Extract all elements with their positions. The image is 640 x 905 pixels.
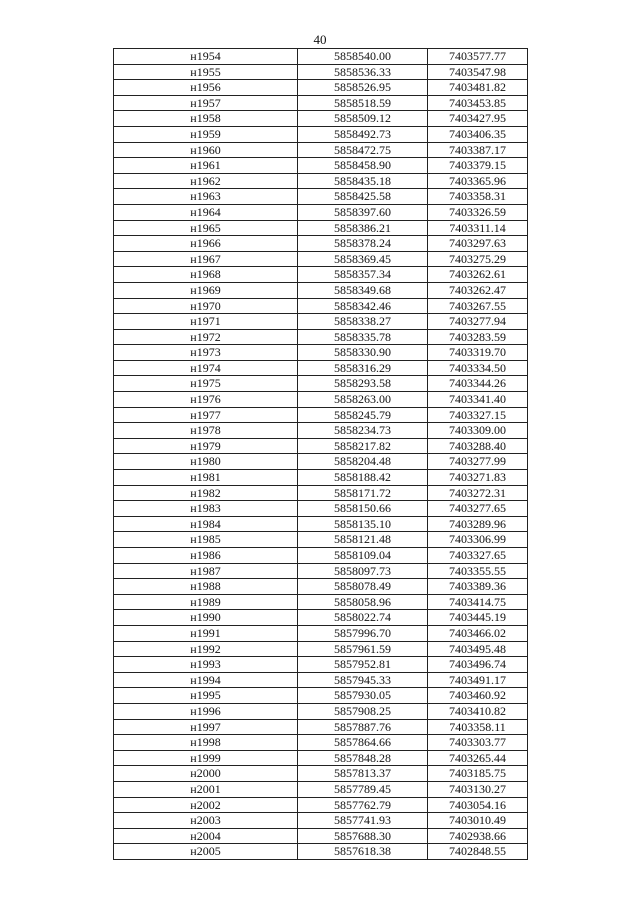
point-id-cell: н1959: [114, 126, 298, 142]
table-row: [114, 485, 528, 501]
point-id-cell: н1964: [114, 204, 298, 220]
table-row: [114, 828, 528, 844]
x-coordinate-cell: 5858293.58: [298, 376, 428, 392]
page-number: 40: [313, 32, 327, 47]
y-coordinate-cell: 7403334.50: [428, 360, 528, 376]
table-row: [114, 220, 528, 236]
y-coordinate-cell: 7403577.77: [428, 49, 528, 65]
point-id-cell: н1957: [114, 95, 298, 111]
point-id-cell: н2004: [114, 828, 298, 844]
x-coordinate-cell: 5858188.42: [298, 470, 428, 486]
table-row: [114, 64, 528, 80]
x-coordinate-cell: 5857762.79: [298, 797, 428, 813]
table-row: [114, 189, 528, 205]
x-coordinate-cell: 5858509.12: [298, 111, 428, 127]
table-row: [114, 579, 528, 595]
table-row: [114, 625, 528, 641]
x-coordinate-cell: 5858234.73: [298, 423, 428, 439]
x-coordinate-cell: 5858397.60: [298, 204, 428, 220]
point-id-cell: н1976: [114, 392, 298, 408]
point-id-cell: н1985: [114, 532, 298, 548]
y-coordinate-cell: 7403262.61: [428, 267, 528, 283]
table-row: [114, 126, 528, 142]
point-id-cell: н1968: [114, 267, 298, 283]
point-id-cell: н1995: [114, 688, 298, 704]
table-row: [114, 672, 528, 688]
point-id-cell: н1971: [114, 314, 298, 330]
coordinates-table-body: [114, 49, 528, 860]
x-coordinate-cell: 5858109.04: [298, 548, 428, 564]
x-coordinate-cell: 5858357.34: [298, 267, 428, 283]
y-coordinate-cell: 7403275.29: [428, 251, 528, 267]
y-coordinate-cell: 7403453.85: [428, 95, 528, 111]
x-coordinate-cell: 5857848.28: [298, 750, 428, 766]
point-id-cell: н1979: [114, 438, 298, 454]
x-coordinate-cell: 5858536.33: [298, 64, 428, 80]
y-coordinate-cell: 7403387.17: [428, 142, 528, 158]
x-coordinate-cell: 5858342.46: [298, 298, 428, 314]
table-row: [114, 610, 528, 626]
table-row: [114, 641, 528, 657]
x-coordinate-cell: 5858349.68: [298, 282, 428, 298]
table-row: [114, 688, 528, 704]
point-id-cell: н1961: [114, 158, 298, 174]
table-row: [114, 844, 528, 860]
y-coordinate-cell: 7403427.95: [428, 111, 528, 127]
y-coordinate-cell: 7403262.47: [428, 282, 528, 298]
y-coordinate-cell: 7403185.75: [428, 766, 528, 782]
x-coordinate-cell: 5858217.82: [298, 438, 428, 454]
point-id-cell: н1958: [114, 111, 298, 127]
point-id-cell: н1975: [114, 376, 298, 392]
point-id-cell: н2000: [114, 766, 298, 782]
x-coordinate-cell: 5858425.58: [298, 189, 428, 205]
x-coordinate-cell: 5857887.76: [298, 719, 428, 735]
x-coordinate-cell: 5858263.00: [298, 392, 428, 408]
table-row: [114, 392, 528, 408]
point-id-cell: н1984: [114, 516, 298, 532]
table-row: [114, 516, 528, 532]
y-coordinate-cell: 7403466.02: [428, 625, 528, 641]
x-coordinate-cell: 5858097.73: [298, 563, 428, 579]
y-coordinate-cell: 7403355.55: [428, 563, 528, 579]
table-row: [114, 173, 528, 189]
point-id-cell: н1989: [114, 594, 298, 610]
table-row: [114, 49, 528, 65]
point-id-cell: н1982: [114, 485, 298, 501]
y-coordinate-cell: 7403283.59: [428, 329, 528, 345]
point-id-cell: н1980: [114, 454, 298, 470]
point-id-cell: н1990: [114, 610, 298, 626]
table-row: [114, 548, 528, 564]
x-coordinate-cell: 5858058.96: [298, 594, 428, 610]
point-id-cell: н2003: [114, 813, 298, 829]
y-coordinate-cell: 7403496.74: [428, 657, 528, 673]
coordinates-table: [113, 48, 528, 860]
table-row: [114, 95, 528, 111]
table-row: [114, 111, 528, 127]
y-coordinate-cell: 7403277.65: [428, 501, 528, 517]
y-coordinate-cell: 7403306.99: [428, 532, 528, 548]
table-row: [114, 797, 528, 813]
x-coordinate-cell: 5858245.79: [298, 407, 428, 423]
x-coordinate-cell: 5857952.81: [298, 657, 428, 673]
table-row: [114, 345, 528, 361]
y-coordinate-cell: 7403389.36: [428, 579, 528, 595]
point-id-cell: н1956: [114, 80, 298, 96]
table-row: [114, 282, 528, 298]
x-coordinate-cell: 5858150.66: [298, 501, 428, 517]
y-coordinate-cell: 7403414.75: [428, 594, 528, 610]
table-row: [114, 142, 528, 158]
table-row: [114, 376, 528, 392]
y-coordinate-cell: 7403277.99: [428, 454, 528, 470]
point-id-cell: н1981: [114, 470, 298, 486]
x-coordinate-cell: 5858492.73: [298, 126, 428, 142]
point-id-cell: н1966: [114, 236, 298, 252]
y-coordinate-cell: 7403327.15: [428, 407, 528, 423]
table-row: [114, 423, 528, 439]
table-row: [114, 563, 528, 579]
x-coordinate-cell: 5857930.05: [298, 688, 428, 704]
table-row: [114, 501, 528, 517]
y-coordinate-cell: 7403358.31: [428, 189, 528, 205]
y-coordinate-cell: 7403495.48: [428, 641, 528, 657]
y-coordinate-cell: 7403491.17: [428, 672, 528, 688]
point-id-cell: н1967: [114, 251, 298, 267]
table-row: [114, 750, 528, 766]
x-coordinate-cell: 5858316.29: [298, 360, 428, 376]
x-coordinate-cell: 5858369.45: [298, 251, 428, 267]
point-id-cell: н1955: [114, 64, 298, 80]
table-row: [114, 438, 528, 454]
y-coordinate-cell: 7403326.59: [428, 204, 528, 220]
y-coordinate-cell: 7403341.40: [428, 392, 528, 408]
x-coordinate-cell: 5858458.90: [298, 158, 428, 174]
x-coordinate-cell: 5857813.37: [298, 766, 428, 782]
point-id-cell: н1988: [114, 579, 298, 595]
table-row: [114, 719, 528, 735]
table-row: [114, 329, 528, 345]
table-row: [114, 594, 528, 610]
x-coordinate-cell: 5858171.72: [298, 485, 428, 501]
x-coordinate-cell: 5858386.21: [298, 220, 428, 236]
y-coordinate-cell: 7403297.63: [428, 236, 528, 252]
point-id-cell: н1987: [114, 563, 298, 579]
table-row: [114, 766, 528, 782]
x-coordinate-cell: 5858335.78: [298, 329, 428, 345]
x-coordinate-cell: 5857945.33: [298, 672, 428, 688]
point-id-cell: н1977: [114, 407, 298, 423]
y-coordinate-cell: 7403445.19: [428, 610, 528, 626]
point-id-cell: н1963: [114, 189, 298, 205]
table-row: [114, 454, 528, 470]
point-id-cell: н1972: [114, 329, 298, 345]
table-row: [114, 781, 528, 797]
point-id-cell: н1986: [114, 548, 298, 564]
table-row: [114, 204, 528, 220]
point-id-cell: н2002: [114, 797, 298, 813]
table-row: [114, 470, 528, 486]
x-coordinate-cell: 5857908.25: [298, 703, 428, 719]
point-id-cell: н1965: [114, 220, 298, 236]
point-id-cell: н2001: [114, 781, 298, 797]
y-coordinate-cell: 7403319.70: [428, 345, 528, 361]
y-coordinate-cell: 7403311.14: [428, 220, 528, 236]
x-coordinate-cell: 5858121.48: [298, 532, 428, 548]
y-coordinate-cell: 7403265.44: [428, 750, 528, 766]
point-id-cell: н1970: [114, 298, 298, 314]
point-id-cell: н1993: [114, 657, 298, 673]
y-coordinate-cell: 7403271.83: [428, 470, 528, 486]
point-id-cell: н1998: [114, 735, 298, 751]
y-coordinate-cell: 7403406.35: [428, 126, 528, 142]
y-coordinate-cell: 7403267.55: [428, 298, 528, 314]
point-id-cell: н1974: [114, 360, 298, 376]
table-row: [114, 236, 528, 252]
x-coordinate-cell: 5857688.30: [298, 828, 428, 844]
table-row: [114, 80, 528, 96]
table-row: [114, 703, 528, 719]
table-row: [114, 360, 528, 376]
y-coordinate-cell: 7403272.31: [428, 485, 528, 501]
y-coordinate-cell: 7403303.77: [428, 735, 528, 751]
point-id-cell: н1954: [114, 49, 298, 65]
point-id-cell: н1960: [114, 142, 298, 158]
x-coordinate-cell: 5857741.93: [298, 813, 428, 829]
table-row: [114, 298, 528, 314]
y-coordinate-cell: 7403379.15: [428, 158, 528, 174]
x-coordinate-cell: 5858135.10: [298, 516, 428, 532]
x-coordinate-cell: 5857618.38: [298, 844, 428, 860]
y-coordinate-cell: 7403410.82: [428, 703, 528, 719]
point-id-cell: н1983: [114, 501, 298, 517]
y-coordinate-cell: 7403460.92: [428, 688, 528, 704]
y-coordinate-cell: 7403358.11: [428, 719, 528, 735]
table-row: [114, 267, 528, 283]
y-coordinate-cell: 7403309.00: [428, 423, 528, 439]
x-coordinate-cell: 5858540.00: [298, 49, 428, 65]
table-row: [114, 158, 528, 174]
x-coordinate-cell: 5858435.18: [298, 173, 428, 189]
x-coordinate-cell: 5858022.74: [298, 610, 428, 626]
x-coordinate-cell: 5857996.70: [298, 625, 428, 641]
y-coordinate-cell: 7403365.96: [428, 173, 528, 189]
y-coordinate-cell: 7403327.65: [428, 548, 528, 564]
table-row: [114, 251, 528, 267]
x-coordinate-cell: 5858338.27: [298, 314, 428, 330]
x-coordinate-cell: 5857961.59: [298, 641, 428, 657]
point-id-cell: н2005: [114, 844, 298, 860]
point-id-cell: н1978: [114, 423, 298, 439]
point-id-cell: н1992: [114, 641, 298, 657]
table-row: [114, 813, 528, 829]
point-id-cell: н1997: [114, 719, 298, 735]
x-coordinate-cell: 5858078.49: [298, 579, 428, 595]
y-coordinate-cell: 7403010.49: [428, 813, 528, 829]
table-row: [114, 657, 528, 673]
y-coordinate-cell: 7402848.55: [428, 844, 528, 860]
point-id-cell: н1962: [114, 173, 298, 189]
x-coordinate-cell: 5857789.45: [298, 781, 428, 797]
point-id-cell: н1994: [114, 672, 298, 688]
x-coordinate-cell: 5858204.48: [298, 454, 428, 470]
y-coordinate-cell: 7403130.27: [428, 781, 528, 797]
table-row: [114, 532, 528, 548]
x-coordinate-cell: 5858330.90: [298, 345, 428, 361]
point-id-cell: н1973: [114, 345, 298, 361]
point-id-cell: н1996: [114, 703, 298, 719]
point-id-cell: н1969: [114, 282, 298, 298]
y-coordinate-cell: 7403277.94: [428, 314, 528, 330]
y-coordinate-cell: 7403547.98: [428, 64, 528, 80]
y-coordinate-cell: 7403481.82: [428, 80, 528, 96]
x-coordinate-cell: 5858518.59: [298, 95, 428, 111]
y-coordinate-cell: 7403289.96: [428, 516, 528, 532]
point-id-cell: н1991: [114, 625, 298, 641]
y-coordinate-cell: 7403344.26: [428, 376, 528, 392]
point-id-cell: н1999: [114, 750, 298, 766]
x-coordinate-cell: 5858526.95: [298, 80, 428, 96]
y-coordinate-cell: 7403288.40: [428, 438, 528, 454]
table-row: [114, 314, 528, 330]
x-coordinate-cell: 5858378.24: [298, 236, 428, 252]
x-coordinate-cell: 5858472.75: [298, 142, 428, 158]
table-row: [114, 735, 528, 751]
table-row: [114, 407, 528, 423]
y-coordinate-cell: 7403054.16: [428, 797, 528, 813]
x-coordinate-cell: 5857864.66: [298, 735, 428, 751]
y-coordinate-cell: 7402938.66: [428, 828, 528, 844]
